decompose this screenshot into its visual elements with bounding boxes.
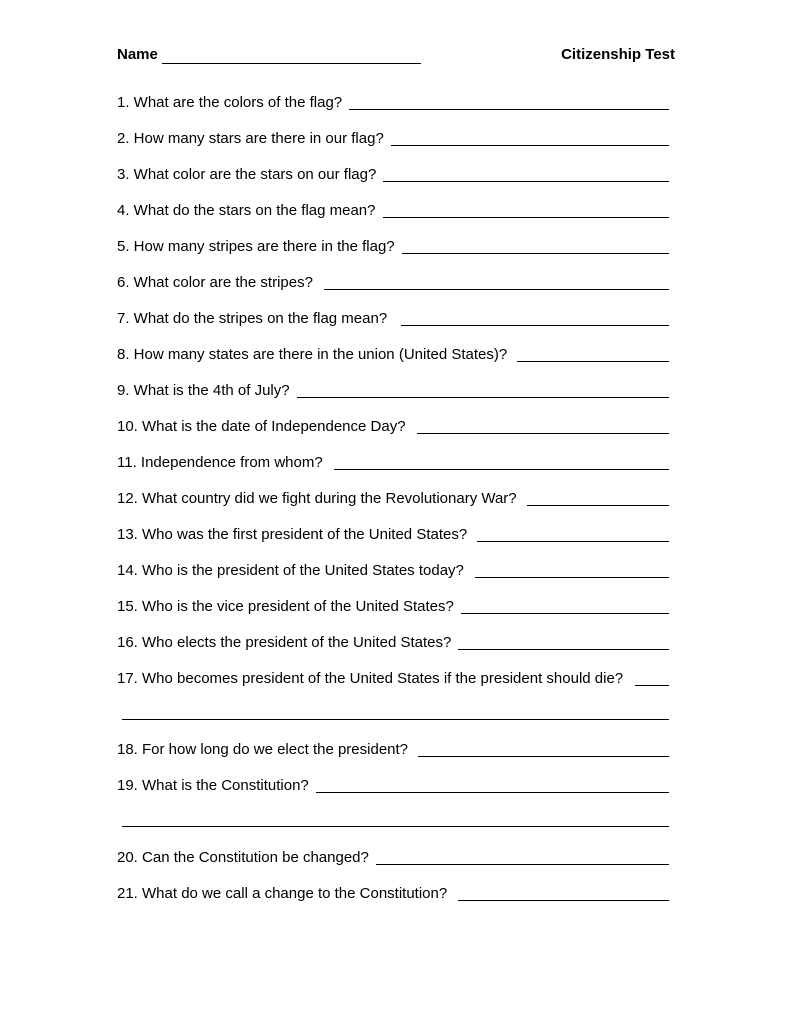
answer-blank[interactable] — [417, 433, 669, 434]
question-20 — [117, 847, 669, 867]
test-title: Citizenship Test — [561, 46, 675, 63]
answer-blank-continued[interactable] — [122, 719, 669, 720]
question-text: 3. What color are the stars on our flag? — [117, 166, 377, 183]
answer-blank[interactable] — [297, 397, 669, 398]
question-1 — [117, 92, 669, 112]
answer-blank[interactable] — [527, 505, 669, 506]
answer-blank[interactable] — [517, 361, 669, 362]
answer-blank[interactable] — [391, 145, 669, 146]
question-8 — [117, 344, 669, 364]
question-text: 6. What color are the stripes? — [117, 274, 313, 291]
question-text: 1. What are the colors of the flag? — [117, 94, 343, 111]
question-text: 18. For how long do we elect the president? — [117, 741, 409, 758]
answer-blank[interactable] — [376, 864, 669, 865]
question-text: 2. How many stars are there in our flag? — [117, 130, 384, 147]
question-text: 20. Can the Constitution be changed? — [117, 849, 369, 866]
question-text: 21. What do we call a change to the Constitution? — [117, 885, 448, 902]
question-4 — [117, 200, 669, 220]
question-text: 4. What do the stars on the flag mean? — [117, 202, 376, 219]
question-2 — [117, 128, 669, 148]
question-text: 8. How many states are there in the union (United States)? — [117, 346, 508, 363]
answer-blank[interactable] — [402, 253, 669, 254]
name-label: Name — [117, 46, 158, 63]
answer-blank[interactable] — [458, 900, 669, 901]
answer-blank[interactable] — [477, 541, 669, 542]
answer-blank[interactable] — [316, 792, 669, 793]
answer-blank[interactable] — [475, 577, 669, 578]
question-3 — [117, 164, 669, 184]
question-11 — [117, 452, 669, 472]
answer-blank-continued[interactable] — [122, 826, 669, 827]
question-15 — [117, 596, 669, 616]
question-14 — [117, 560, 669, 580]
question-7 — [117, 308, 669, 328]
question-9 — [117, 380, 669, 400]
question-text: 12. What country did we fight during the Revolutionary War? — [117, 490, 517, 507]
answer-blank[interactable] — [349, 109, 669, 110]
question-18 — [117, 739, 669, 759]
worksheet-header — [117, 46, 675, 66]
question-10 — [117, 416, 669, 436]
answer-blank[interactable] — [383, 181, 669, 182]
answer-blank[interactable] — [461, 613, 669, 614]
question-5 — [117, 236, 669, 256]
name-blank[interactable] — [162, 63, 421, 64]
answer-blank[interactable] — [418, 756, 669, 757]
question-12 — [117, 488, 669, 508]
question-text: 9. What is the 4th of July? — [117, 382, 290, 399]
question-text: 11. Independence from whom? — [117, 454, 323, 471]
question-text: 16. Who elects the president of the United States? — [117, 634, 452, 651]
question-19 — [117, 775, 669, 795]
question-13 — [117, 524, 669, 544]
question-text: 14. Who is the president of the United States today? — [117, 562, 464, 579]
answer-blank[interactable] — [635, 685, 669, 686]
question-text: 7. What do the stripes on the flag mean? — [117, 310, 388, 327]
question-text: 15. Who is the vice president of the United States? — [117, 598, 454, 615]
question-16 — [117, 632, 669, 652]
answer-blank[interactable] — [401, 325, 669, 326]
question-text: 17. Who becomes president of the United States if the president should die? — [117, 670, 624, 687]
question-21 — [117, 883, 669, 903]
question-text: 10. What is the date of Independence Day? — [117, 418, 406, 435]
answer-blank[interactable] — [334, 469, 669, 470]
answer-blank[interactable] — [458, 649, 669, 650]
question-text: 5. How many stripes are there in the flag? — [117, 238, 395, 255]
question-text: 19. What is the Constitution? — [117, 777, 309, 794]
question-6 — [117, 272, 669, 292]
answer-blank[interactable] — [324, 289, 669, 290]
answer-blank[interactable] — [383, 217, 670, 218]
question-17 — [117, 668, 669, 688]
question-text: 13. Who was the first president of the United States? — [117, 526, 468, 543]
